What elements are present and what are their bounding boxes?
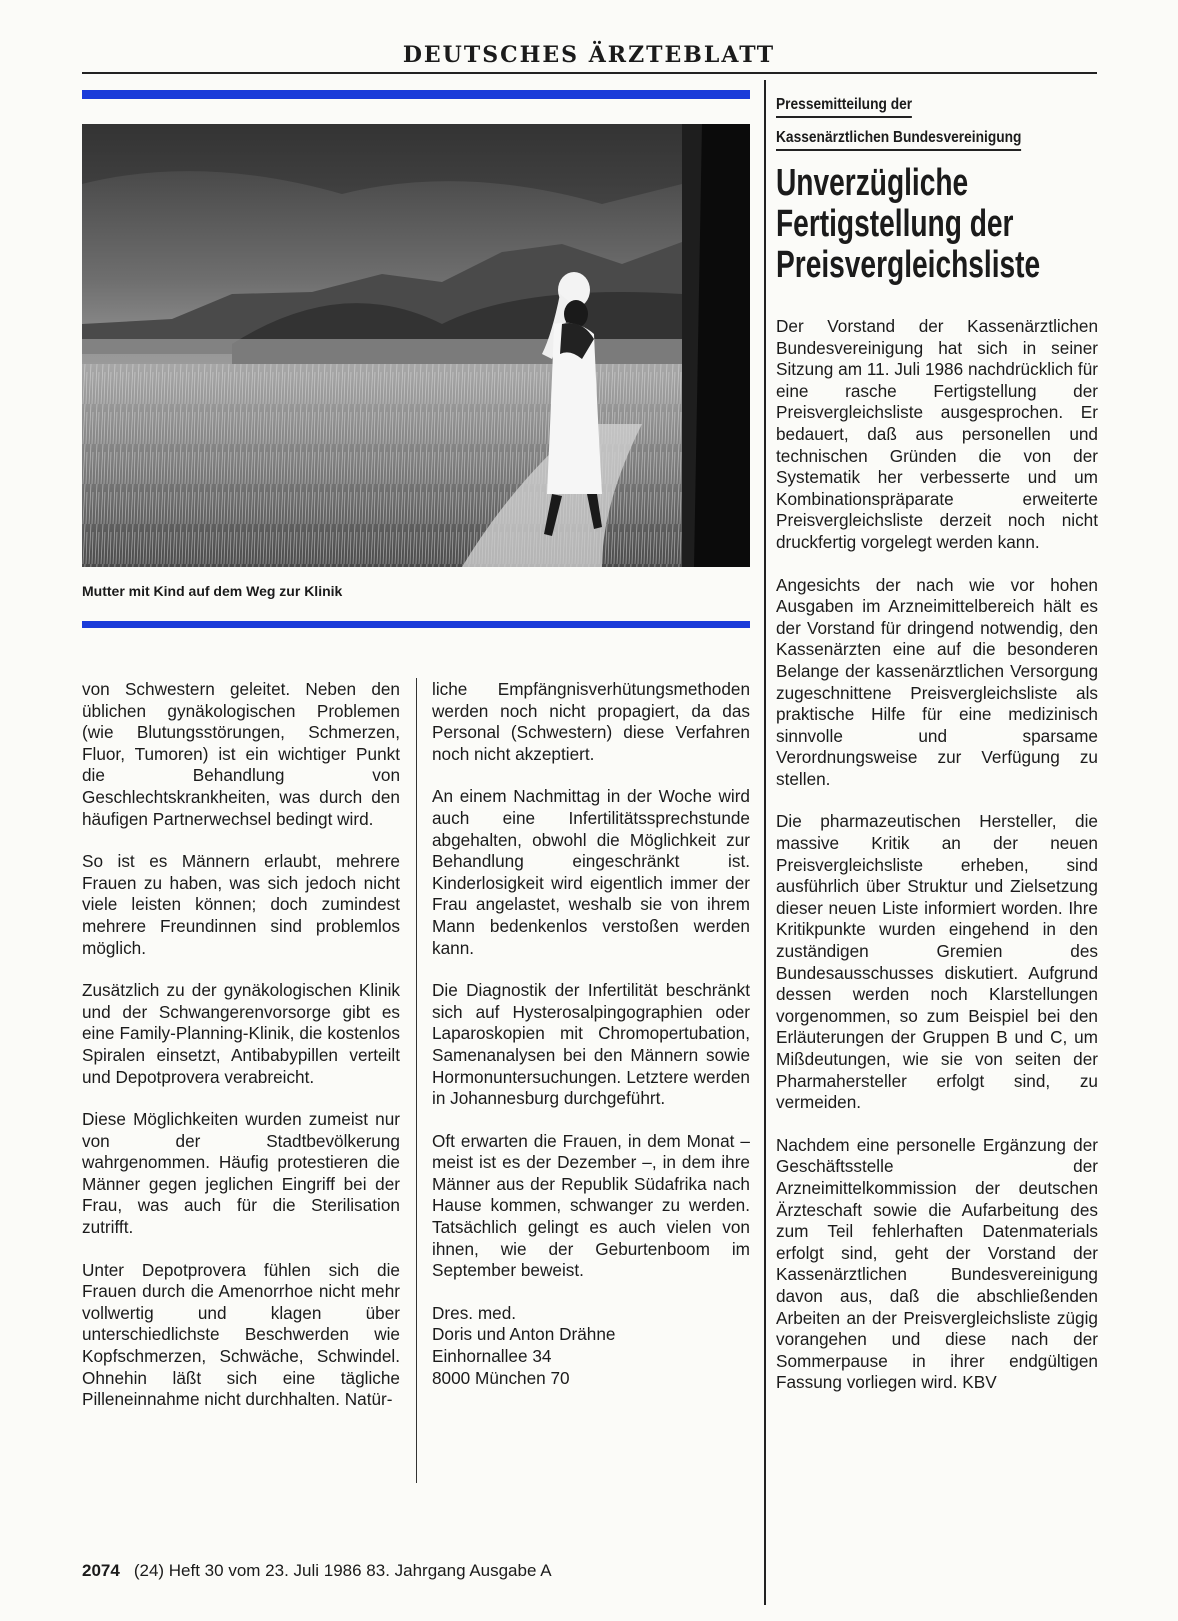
headline-line: Fertigstellung der bbox=[776, 203, 1014, 245]
paragraph: von Schwestern geleitet. Neben den üblichen gynäkologischen Problemen (wie Blutungsstörungen, Schmerzen, Fluor, Tumoren) ist ein wichtiger Punkt die Behandlung von Geschlechtskrankheiten, was durch den häufigen Partnerwechsel bedingt wird. bbox=[82, 679, 400, 829]
photo-caption: Mutter mit Kind auf dem Weg zur Klinik bbox=[82, 583, 343, 599]
press-release-kicker bbox=[776, 89, 1053, 155]
signature-line: Doris und Anton Drähne bbox=[432, 1324, 616, 1345]
paragraph: liche Empfängnisverhütungsmethoden werden noch nicht propagiert, da das Personal (Schwestern) diese Verfahren noch nicht akzeptiert. bbox=[432, 679, 750, 764]
article-column-1 bbox=[82, 679, 400, 1432]
photo-mother-child bbox=[82, 124, 750, 567]
kicker-line: Kassenärztlichen Bundesvereinigung bbox=[776, 127, 1021, 151]
paragraph: Die Diagnostik der Infertilität beschränkt sich auf Hysterosalpingographien oder Laparoskopien mit Chromopertubation, Samenanalysen bei den Männern sowie Hormonuntersuchungen. Letztere werden in Johannesburg durchgeführt. bbox=[432, 980, 750, 1109]
kicker-line: Pressemitteilung der bbox=[776, 94, 912, 118]
author-signature bbox=[432, 1303, 750, 1389]
paragraph: Diese Möglichkeiten wurden zumeist nur von der Stadtbevölkerung wahrgenommen. Häufig protestieren die Männer gegen jeglichen Eingriff bei der Frau, was auch für die Sterilisation zutrifft. bbox=[82, 1109, 400, 1238]
page-number: 2074 bbox=[82, 1561, 120, 1580]
blue-bar-top bbox=[82, 90, 750, 99]
signature-line: Einhornallee 34 bbox=[432, 1346, 552, 1367]
column-divider-right bbox=[764, 80, 766, 1605]
paragraph: So ist es Männern erlaubt, mehrere Frauen zu haben, was sich jedoch nicht viele leisten können; doch zumindest mehrere Freundinnen sind problemlos möglich. bbox=[82, 851, 400, 958]
paragraph: Zusätzlich zu der gynäkologischen Klinik und der Schwangerenvorsorge gibt es eine Family-Planning-Klinik, die kostenlos Spiralen einsetzt, Antibabypillen verteilt und Depotprovera verabreicht. bbox=[82, 980, 400, 1087]
paragraph: An einem Nachmittag in der Woche wird auch eine Infertilitätssprechstunde abgehalten, obwohl die Möglichkeit zur Behandlung eingeschränkt ist. Kinderlosigkeit wird eigentlich immer der Frau angelastet, weshalb sie von ihrem Mann bedenkenlos verstoßen werden kann. bbox=[432, 786, 750, 958]
paragraph: Oft erwarten die Frauen, in dem Monat – meist ist es der Dezember –, in dem ihre Männer aus der Republik Südafrika nach Hause kommen, schwanger zu werden. Tatsächlich gelingt es auch vielen von ihnen, wie der Geburtenboom im September beweist. bbox=[432, 1130, 750, 1281]
blue-bar-bottom bbox=[82, 621, 750, 628]
headline-line: Preisvergleichsliste bbox=[776, 244, 1041, 286]
issue-info: (24) Heft 30 vom 23. Juli 1986 83. Jahrgang Ausgabe A bbox=[133, 1561, 552, 1580]
article-column-2 bbox=[432, 679, 750, 1389]
headline bbox=[776, 163, 1087, 286]
paragraph: Unter Depotprovera fühlen sich die Frauen durch die Amenorrhoe nicht mehr vollwertig und klagen über unterschiedlichste Beschwerden wie Kopfschmerzen, Schwäche, Schwindel. Ohnehin läßt sich eine tägliche Pilleneinnahme nicht durchhalten. Natür- bbox=[82, 1259, 400, 1410]
paragraph: Die pharmazeutischen Hersteller, die massive Kritik an der neuen Preisvergleichsliste erheben, sind ausführlich über Struktur und Zielsetzung dieser neuen Liste informiert worden. Ihre Kritikpunkte wurden eingehend in den zuständigen Gremien des Bundesausschusses diskutiert. Aufgrund dessen werden noch Klarstellungen vorgenommen, so zum Beispiel bei den Erläuterungen der Gruppen B und C, um Mißdeutungen, wie sie von seiten der Pharmahersteller erfolgt sind, zu vermeiden. bbox=[776, 811, 1098, 1113]
masthead: DEUTSCHES ÄRZTEBLATT bbox=[402, 42, 776, 68]
article-column-3 bbox=[776, 316, 1098, 1415]
column-divider-middle bbox=[416, 678, 417, 1483]
signature-line: 8000 München 70 bbox=[432, 1367, 570, 1388]
signature-line: Dres. med. bbox=[432, 1302, 517, 1323]
paragraph: Nachdem eine personelle Ergänzung der Geschäftsstelle der Arzneimittelkommission der deutschen Ärzteschaft sowie die Aufarbeitung des zum Teil fehlerhaften Datenmaterials erfolgt sind, geht der Vorstand der Kassenärztlichen Bundesvereinigung davon aus, daß die abschließenden Arbeiten an der Preisvergleichsliste zügig vorangehen und diese nach der Sommerpause in ihrer endgültigen Fassung vorliegen wird. KBV bbox=[776, 1134, 1098, 1393]
paragraph: Der Vorstand der Kassenärztlichen Bundesvereinigung hat sich in seiner Sitzung am 11. Juli 1986 nachdrücklich für eine rasche Fertigstellung der Preisvergleichsliste ausgesprochen. Er bedauert, daß aus personellen und technischen Gründen die von der Systematik her verbesserte und um Kombinationspräparate erweiterte Preisvergleichsliste derzeit noch nicht druckfertig vorgelegt werden kann. bbox=[776, 316, 1098, 552]
paragraph: Angesichts der nach wie vor hohen Ausgaben im Arzneimittelbereich hält es der Vorstand für dringend notwendig, den Kassenärzten eine auf die besonderen Belange der kassenärztlichen Versorgung zugeschnittene Preisvergleichsliste als praktische Hilfe für eine medizinisch sinnvolle und sparsame Verordnungsweise zur Verfügung zu stellen. bbox=[776, 574, 1098, 789]
headline-line: Unverzügliche bbox=[776, 162, 969, 204]
masthead-rule bbox=[82, 72, 1097, 74]
page-footer bbox=[82, 1561, 552, 1581]
